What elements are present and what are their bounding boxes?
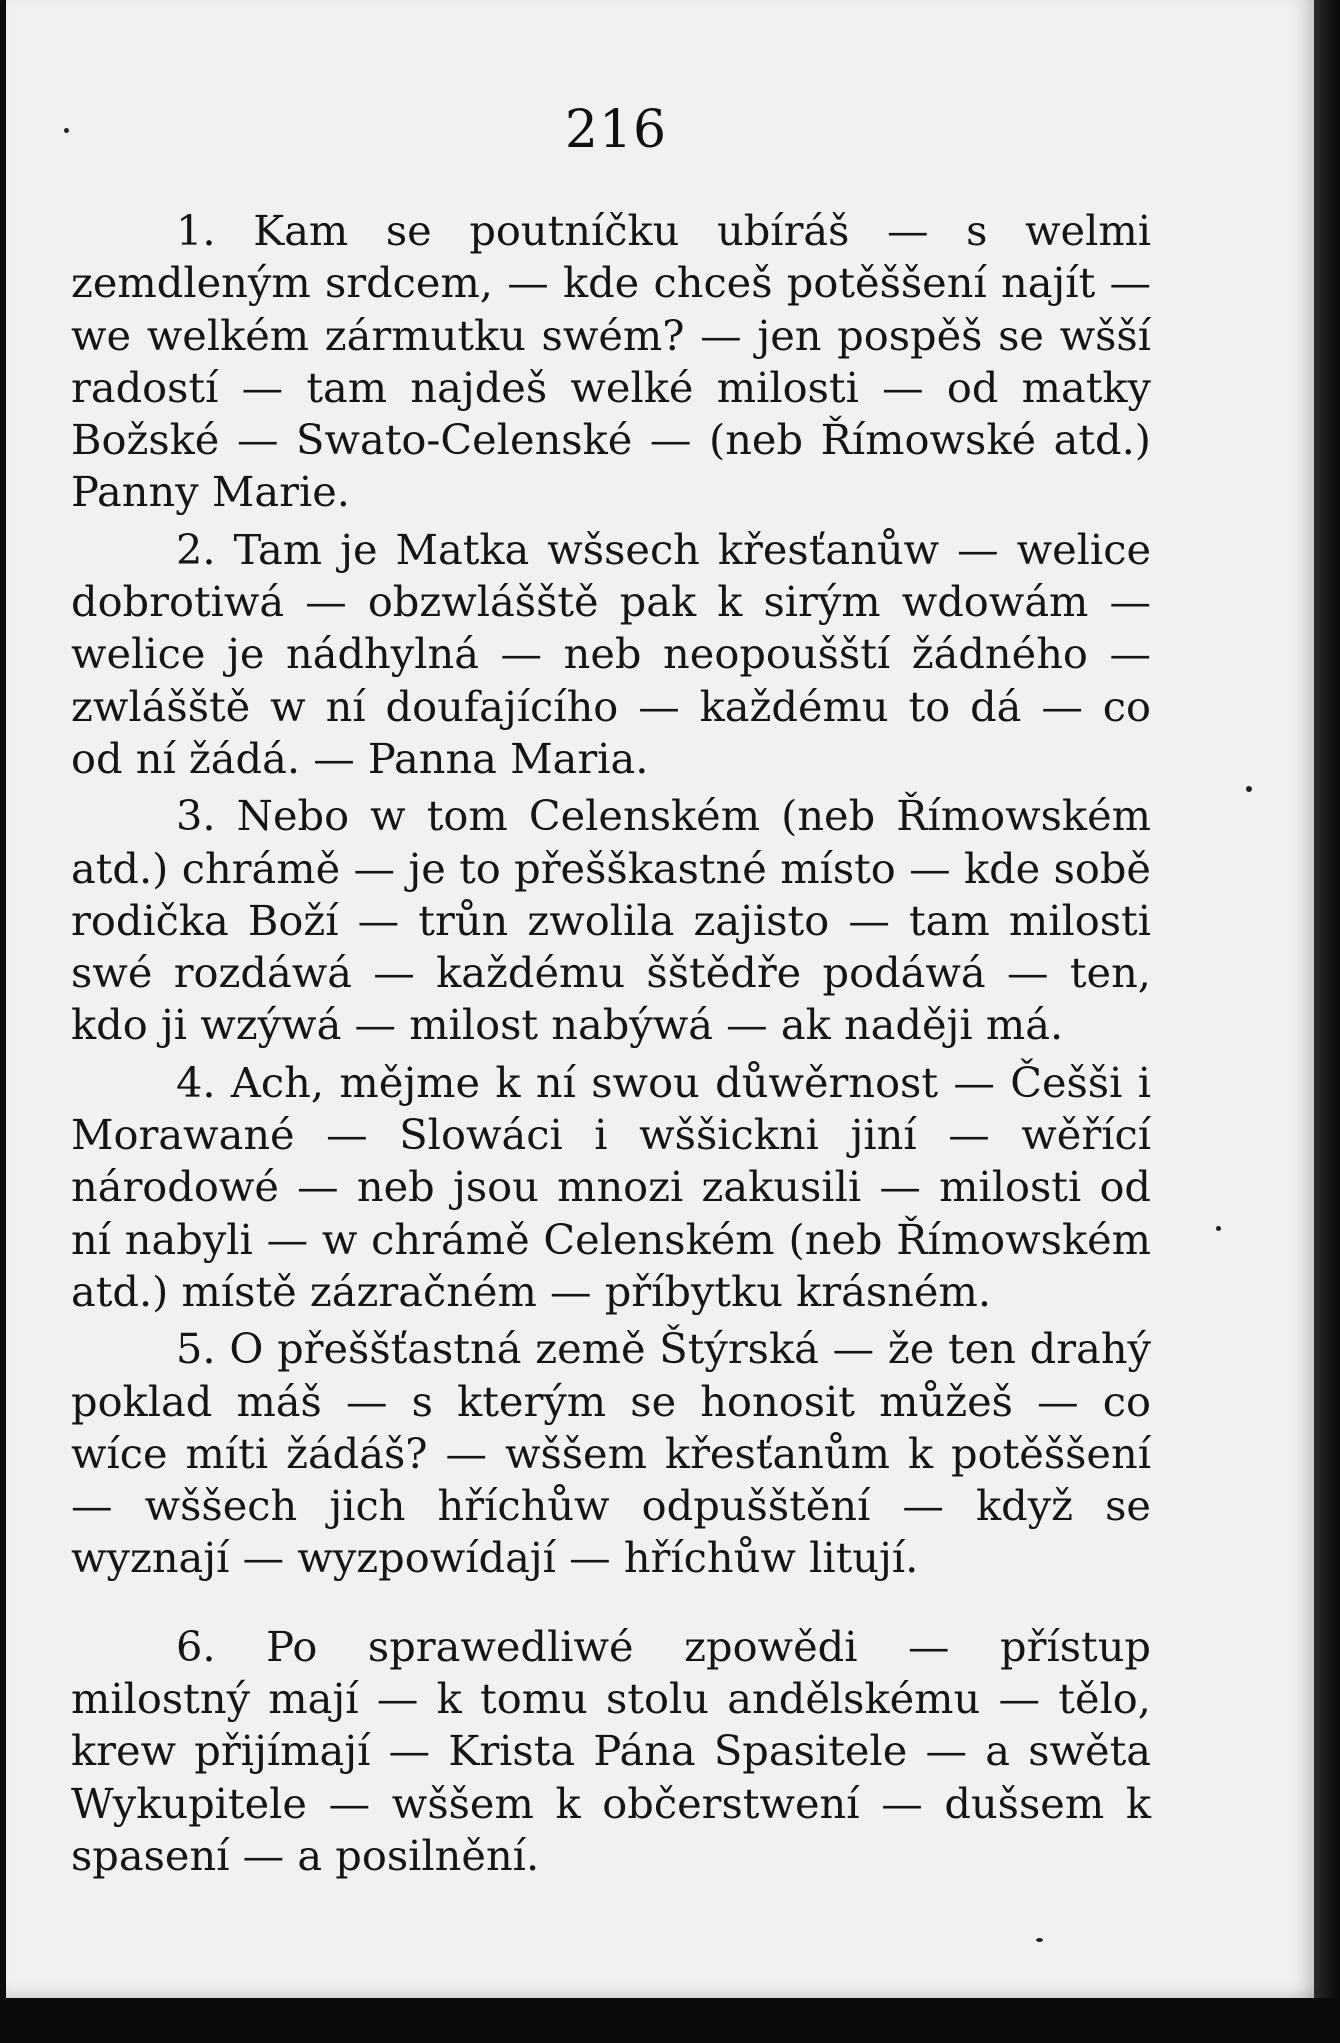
page-number: 216 <box>564 100 668 160</box>
ink-speck <box>1216 1226 1221 1231</box>
ink-speck <box>64 128 69 133</box>
stanza-1: 1. Kam se poutníčku ubíráš — s welmi zemdleným srdcem, — kde chceš potěššení najít — we welkém zármutku swém? — jen pospěš se wšší radostí — tam najdeš welké milosti — od matky Božské — Swato-Celenské — (neb Římowské atd.) Panny Marie. <box>71 206 1151 517</box>
stanza-4: 4. Ach, mějme k ní swou důwěrnost — Češši i Morawané — Slowáci i wššickni jiní — wěřící národowé — neb jsou mnozi zakusili — milosti od ní nabyli — w chrámě Celenském (neb Římowském atd.) místě zázračném — příbytku krásném. <box>71 1057 1151 1316</box>
stanza-6: 6. Po sprawedliwé zpowědi — přístup milostný mají — k tomu stolu andělskému — tělo, krew přijímají — Krista Pána Spasitele — a swěta Wykupitele — wššem k občerstwení — dušsem k spasení — a posilnění. <box>71 1621 1151 1880</box>
ink-speck <box>1036 1938 1043 1942</box>
ink-speck <box>1246 786 1252 792</box>
page-edge-shadow <box>1314 0 1340 2043</box>
stanza-5: 5. O přeššťastná země Štýrská — že ten drahý poklad máš — s kterým se honosit můžeš — co wíce míti žádáš? — wššem křesťanům k potěššení — wššech jich hříchůw odpušštění — když se wyznají — wyzpowídají — hříchůw litují. <box>71 1324 1151 1583</box>
page-text <box>71 205 1151 1882</box>
stanza-3: 3. Nebo w tom Celenském (neb Římowském atd.) chrámě — je to přešškastné místo — kde sobě rodička Boží — trůn zwolila zajisto — tam milosti swé rozdáwá — každému šštědře podáwá — ten, kdo ji wzýwá — milost nabýwá — ak naději má. <box>71 791 1151 1050</box>
bottom-margin-shadow <box>0 1998 1340 2043</box>
book-page <box>6 0 1314 1998</box>
stanza-2: 2. Tam je Matka wšsech křesťanůw — welice dobrotiwá — obzwlášště pak k sirým wdowám — welice je nádhylná — neb neopoušští žádného — zwlášště w ní doufajícího — každému to dá — co od ní žádá. — Panna Maria. <box>71 524 1151 783</box>
